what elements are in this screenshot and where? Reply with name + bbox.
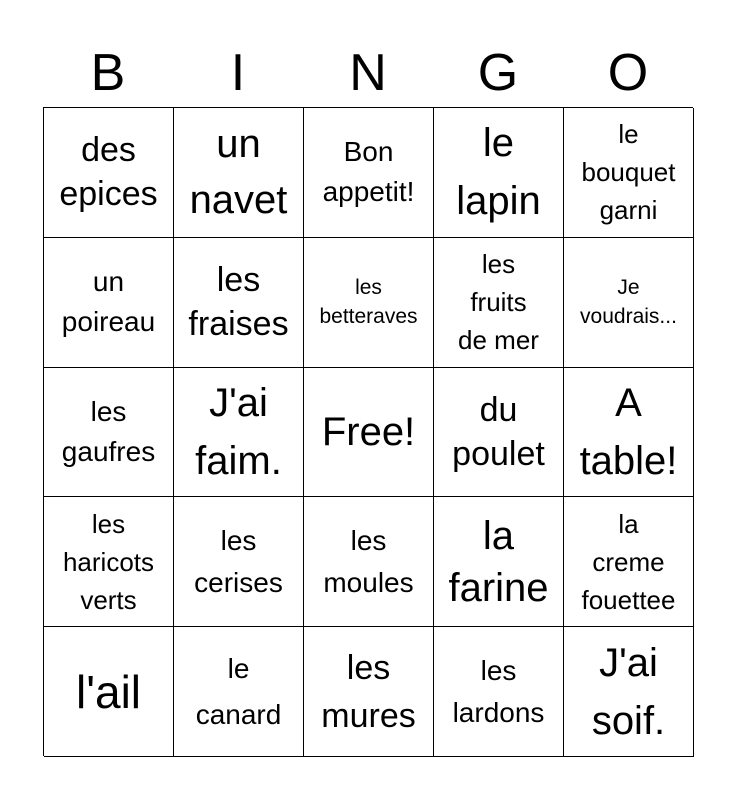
header-letter-g: G [477, 44, 519, 102]
bingo-cell-r5-c5[interactable] [564, 627, 694, 757]
cell-label: des epices [59, 131, 158, 214]
bingo-cell-r5-c1[interactable] [44, 627, 174, 757]
bingo-cell-r2-c5[interactable] [564, 238, 694, 368]
cell-label: les moules [323, 524, 414, 598]
bingo-board [43, 107, 693, 756]
cell-label: les fruits de mer [458, 249, 539, 356]
cell-label: J'ai faim. [195, 380, 282, 483]
cell-label: un navet [189, 122, 288, 223]
header-letter-i: I [230, 44, 246, 102]
bingo-cell-r4-c3[interactable] [304, 497, 434, 627]
cell-label: la creme fouettee [581, 508, 676, 615]
bingo-cell-r4-c4[interactable] [434, 497, 564, 627]
bingo-cell-r4-c1[interactable] [44, 497, 174, 627]
bingo-cell-r3-c4[interactable] [434, 368, 564, 498]
bingo-cell-r4-c2[interactable] [174, 497, 304, 627]
cell-label: le lapin [456, 121, 541, 224]
bingo-cell-r3-c2[interactable] [174, 368, 304, 498]
bingo-cell-r1-c4[interactable] [434, 108, 564, 238]
cell-label: les fraises [188, 261, 289, 344]
bingo-cell-r2-c1[interactable] [44, 238, 174, 368]
cell-label: les haricots verts [62, 508, 155, 615]
cell-label: la farine [448, 513, 549, 610]
cell-label: les lardons [452, 654, 545, 728]
bingo-cell-r1-c3[interactable] [304, 108, 434, 238]
bingo-cell-r4-c5[interactable] [564, 497, 694, 627]
bingo-cell-r2-c3[interactable] [304, 238, 434, 368]
cell-label: les gaufres [61, 395, 156, 467]
header-letter-b: B [90, 44, 126, 102]
header-letter-n: N [349, 44, 387, 102]
bingo-cell-r3-c1[interactable] [44, 368, 174, 498]
cell-label: du poulet [452, 390, 545, 473]
cell-label: un poireau [61, 266, 156, 338]
bingo-header [43, 40, 693, 106]
cell-label: Bon appetit! [322, 136, 415, 208]
header-letter-o: O [607, 44, 649, 102]
cell-label: les cerises [194, 524, 283, 598]
bingo-cell-r1-c2[interactable] [174, 108, 304, 238]
cell-label: les mures [321, 648, 416, 735]
bingo-cell-r5-c2[interactable] [174, 627, 304, 757]
bingo-cell-r2-c2[interactable] [174, 238, 304, 368]
bingo-cell-r5-c4[interactable] [434, 627, 564, 757]
free-space-label: Free! [321, 409, 416, 454]
cell-label: l'ail [75, 665, 142, 718]
cell-label: Je voudrais... [580, 276, 677, 329]
cell-label: les betteraves [319, 276, 418, 329]
cell-label: le canard [195, 652, 282, 730]
bingo-cell-r2-c4[interactable] [434, 238, 564, 368]
bingo-cell-r3-c5[interactable] [564, 368, 694, 498]
bingo-cell-free[interactable] [304, 368, 434, 498]
cell-label: J'ai soif. [591, 640, 666, 743]
cell-label: le bouquet garni [581, 119, 676, 226]
bingo-cell-r1-c5[interactable] [564, 108, 694, 238]
cell-label: A table! [579, 380, 678, 483]
bingo-cell-r5-c3[interactable] [304, 627, 434, 757]
bingo-cell-r1-c1[interactable] [44, 108, 174, 238]
